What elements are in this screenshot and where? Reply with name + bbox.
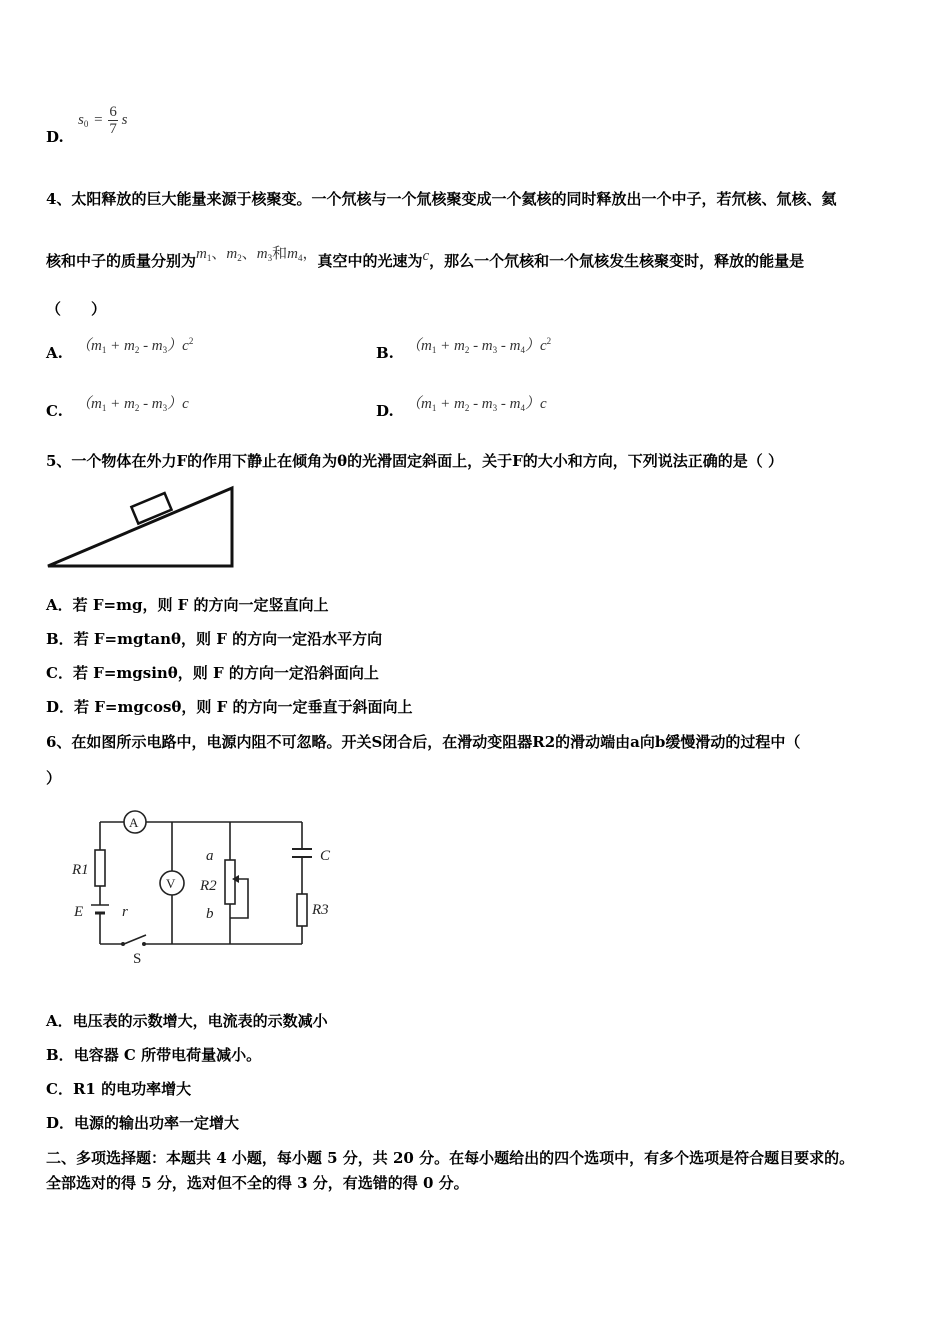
q5-stem: 5、一个物体在外力F的作用下静止在倾角为θ的光滑固定斜面上，关于F的大小和方向，下列说法正确的是（ ） bbox=[46, 452, 783, 470]
q3-option-d-label: D. bbox=[46, 128, 64, 146]
q4-option-a-label: A. bbox=[46, 344, 63, 362]
q4-answer-bracket: （ ） bbox=[46, 300, 107, 318]
q5-incline-figure bbox=[44, 484, 240, 570]
q4-option-d-label: D. bbox=[376, 402, 394, 420]
svg-text:A: A bbox=[129, 815, 139, 830]
q5-option-b: B．若 F=mgtanθ，则 F 的方向一定沿水平方向 bbox=[46, 630, 383, 648]
svg-text:R2: R2 bbox=[200, 878, 217, 894]
svg-text:b: b bbox=[206, 906, 214, 922]
svg-text:S: S bbox=[133, 951, 142, 967]
svg-text:a: a bbox=[206, 848, 214, 864]
q4-option-c-label: C. bbox=[46, 402, 63, 420]
q5-option-d: D．若 F=mgcosθ，则 F 的方向一定垂直于斜面向上 bbox=[46, 698, 413, 716]
q4-option-a-expr: $(m_1 + m_2 - m_3)c^2$ bbox=[76, 336, 194, 355]
svg-text:C: C bbox=[320, 848, 331, 864]
resistor-r3 bbox=[297, 894, 307, 926]
section2-heading-line2: 全部选对的得 5 分，选对但不全的得 3 分，有选错的得 0 分。 bbox=[46, 1174, 469, 1192]
q4-stem-line1: 4、太阳释放的巨大能量来源于核聚变。一个氘核与一个氚核聚变成一个氦核的同时释放出一个中子，若氘核、氚核、氦 bbox=[46, 190, 837, 208]
svg-text:V: V bbox=[166, 876, 176, 891]
q5-option-c: C．若 F=mgsinθ，则 F 的方向一定沿斜面向上 bbox=[46, 664, 379, 682]
q4-mass-symbols: $m_1$、$m_2$、$m_3$和$m_4$， bbox=[196, 246, 318, 263]
q6-option-c: C．R1 的电功率增大 bbox=[46, 1080, 192, 1098]
q6-stem-line2: ） bbox=[46, 769, 62, 787]
q6-stem-line1: 6、在如图所示电路中，电源内阻不可忽略。开关S闭合后，在滑动变阻器R2的滑动端由a向b缓慢滑动的过程中（ bbox=[46, 733, 801, 751]
q4-option-b-expr: $(m_1 + m_2 - m_3 - m_4)c^2$ bbox=[406, 336, 552, 355]
q6-circuit-diagram bbox=[66, 808, 356, 968]
rheostat-r2 bbox=[225, 860, 235, 904]
section2-heading-line1: 二、多项选择题：本题共 4 小题，每小题 5 分，共 20 分。在每小题给出的四个选项中，有多个选项是符合题目要求的。 bbox=[46, 1149, 855, 1167]
q4-option-b-label: B. bbox=[376, 344, 394, 362]
q4-option-c-expr: $(m_1 + m_2 - m_3)c$ bbox=[76, 396, 189, 413]
q4-option-d-expr: $(m_1 + m_2 - m_3 - m_4)c$ bbox=[406, 396, 547, 413]
resistor-r1 bbox=[95, 850, 105, 886]
q6-option-a: A．电压表的示数增大，电流表的示数减小 bbox=[46, 1012, 328, 1030]
svg-text:r: r bbox=[122, 904, 128, 920]
q3-option-d-formula: $s_0$ = $\frac{6}{7}$ s bbox=[78, 104, 128, 137]
svg-text:R1: R1 bbox=[72, 862, 89, 878]
switch-contact-right bbox=[142, 942, 146, 946]
q5-option-a: A．若 F=mg，则 F 的方向一定竖直向上 bbox=[46, 596, 329, 614]
svg-text:E: E bbox=[74, 904, 84, 920]
incline-triangle bbox=[48, 488, 232, 566]
q6-option-b: B．电容器 C 所带电荷量减小。 bbox=[46, 1046, 262, 1064]
block-on-incline bbox=[131, 493, 171, 523]
svg-text:R3: R3 bbox=[312, 902, 329, 918]
q6-option-d: D．电源的输出功率一定增大 bbox=[46, 1114, 240, 1132]
q4-stem-line2: 核和中子的质量分别为$m_1$、$m_2$、$m_3$和$m_4$，真空中的光速为c，那么一个氘核和一个氚核发生核聚变时，释放的能量是 bbox=[46, 246, 805, 270]
